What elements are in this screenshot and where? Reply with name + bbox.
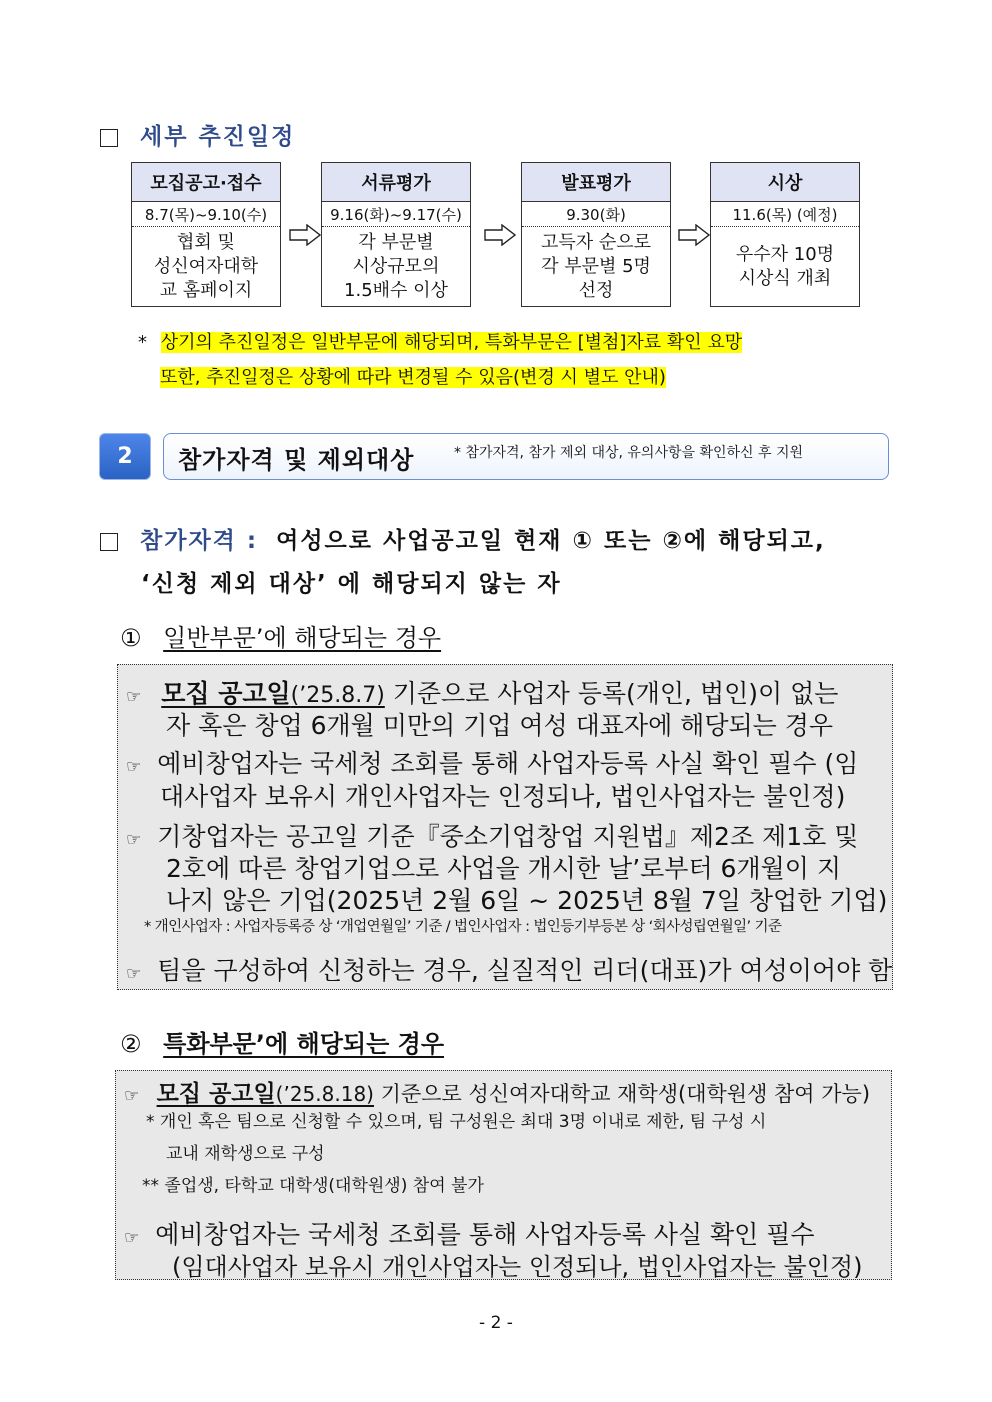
bullet-footnote: * 개인사업자 : 사업자등록증 상 ‘개업연월일’ 기준 / 법인사업자 : 법인등기부등본 상 ‘회사성립연월일’ 기준 xyxy=(144,919,782,935)
step-desc xyxy=(711,227,859,307)
circled-number: ② xyxy=(120,1030,142,1058)
checkbox-square-icon xyxy=(100,533,118,551)
step-desc-line: 1.5배수 이상 xyxy=(344,280,448,301)
step-header: 모집공고·접수 xyxy=(132,163,280,202)
step-header: 발표평가 xyxy=(522,163,670,202)
qualification-text-2: ‘신청 제외 대상’ 에 해당되지 않는 자 xyxy=(141,571,562,597)
step-desc-line: 우수자 10명 xyxy=(735,244,835,265)
bullet-item xyxy=(126,744,858,780)
step-desc-line: 각 부문별 xyxy=(358,232,434,253)
bullet-text-continued: 대사업자 보유시 개인사업자는 인정되나, 법인사업자는 불인정) xyxy=(160,782,846,811)
schedule-note xyxy=(138,327,742,358)
qualification-label: 참가자격 : xyxy=(140,528,259,554)
bullet-text: 기준으로 성신여자대학교 재학생(대학원생 참여 가능) xyxy=(373,1082,871,1106)
step-date: 11.6(목) (예정) xyxy=(711,202,859,227)
bullet-item xyxy=(126,817,858,853)
schedule-step-document-review xyxy=(321,162,471,307)
step-date: 8.7(목)~9.10(수) xyxy=(132,202,280,227)
step-desc xyxy=(522,227,670,307)
schedule-note-2 xyxy=(160,362,666,393)
step-date: 9.16(화)~9.17(수) xyxy=(322,202,470,227)
bullet-text-continued: 자 혹은 창업 6개월 미만의 기업 여성 대표자에 해당되는 경우 xyxy=(166,711,834,740)
qualification-text: 여성으로 사업공고일 현재 ① 또는 ②에 해당되고, xyxy=(276,528,826,554)
pointing-hand-icon: ☞ xyxy=(126,830,142,850)
schedule-step-presentation xyxy=(521,162,671,307)
step-desc-line: 시상규모의 xyxy=(352,256,440,277)
general-heading-text: 일반부문’에 해당되는 경우 xyxy=(163,624,442,652)
schedule-step-award xyxy=(710,162,860,307)
section-schedule-header xyxy=(100,118,295,151)
bullet-item xyxy=(124,1215,815,1251)
step-desc-line: 협회 및 xyxy=(177,232,235,253)
bullet-emphasis: 모집 공고일 xyxy=(156,1081,276,1107)
section-banner xyxy=(163,433,889,480)
bullet-date: (’25.8.18) xyxy=(275,1082,374,1106)
qualification-heading xyxy=(100,522,826,555)
schedule-step-recruit xyxy=(131,162,281,307)
step-date: 9.30(화) xyxy=(522,202,670,227)
pointing-hand-icon: ☞ xyxy=(126,687,142,707)
special-category-heading xyxy=(120,1024,444,1059)
bullet-footnote: * 개인 혹은 팀으로 신청할 수 있으며, 팀 구성원은 최대 3명 이내로 제한, 팀 구성 시 xyxy=(146,1112,767,1132)
checkbox-square-icon xyxy=(100,129,118,147)
special-requirements-box xyxy=(115,1070,892,1280)
bullet-item xyxy=(126,951,892,987)
bullet-text: 팀을 구성하여 신청하는 경우, 실질적인 리더(대표)가 여성이어야 함 xyxy=(157,956,893,985)
step-header: 서류평가 xyxy=(322,163,470,202)
right-arrow-icon xyxy=(484,224,516,246)
step-desc-line: 교 홈페이지 xyxy=(159,280,253,301)
bullet-item xyxy=(124,1075,870,1108)
special-heading-text: 특화부문’에 해당되는 경우 xyxy=(163,1030,445,1058)
pointing-hand-icon: ☞ xyxy=(124,1228,140,1248)
bullet-text-continued: 2호에 따른 창업기업으로 사업을 개시한 날’로부터 6개월이 지 xyxy=(166,854,841,883)
step-desc xyxy=(322,227,470,307)
pointing-hand-icon: ☞ xyxy=(126,964,142,984)
right-arrow-icon xyxy=(289,224,321,246)
step-desc-line: 시상식 개최 xyxy=(738,268,832,289)
note-line: 상기의 추진일정은 일반부문에 해당되며, 특화부문은 [별첨]자료 확인 요망 xyxy=(160,332,743,353)
section-number-badge: 2 xyxy=(99,433,151,480)
bullet-text-continued: 나지 않은 기업(2025년 2월 6일 ~ 2025년 8월 7일 창업한 기업) xyxy=(166,886,888,915)
circled-number: ① xyxy=(120,624,142,652)
bullet-item xyxy=(126,674,838,710)
step-desc xyxy=(132,227,280,307)
right-arrow-icon xyxy=(678,224,710,246)
general-category-heading xyxy=(120,618,441,653)
section-banner-subtitle: * 참가자격, 참가 제외 대상, 유의사항을 확인하신 후 지원 xyxy=(454,445,804,461)
general-requirements-box xyxy=(117,664,893,990)
step-desc-line: 성신여자대학 xyxy=(153,256,259,277)
step-desc-line: 선정 xyxy=(578,280,614,301)
bullet-text: 예비창업자는 국세청 조회를 통해 사업자등록 사실 확인 필수 xyxy=(155,1220,815,1249)
note-asterisk: * xyxy=(138,332,147,353)
bullet-emphasis: 모집 공고일 xyxy=(161,679,291,708)
bullet-text: 예비창업자는 국세청 조회를 통해 사업자등록 사실 확인 필수 (임 xyxy=(157,749,859,778)
bullet-footnote: ** 졸업생, 타학교 대학생(대학원생) 참여 불가 xyxy=(142,1176,484,1196)
bullet-text: 기준으로 사업자 등록(개인, 법인)이 없는 xyxy=(384,679,839,708)
step-desc-line: 고득자 순으로 xyxy=(540,232,652,253)
page-number: - 2 - xyxy=(479,1313,513,1333)
pointing-hand-icon: ☞ xyxy=(126,757,142,777)
bullet-text-continued: (임대사업자 보유시 개인사업자는 인정되나, 법인사업자는 불인정) xyxy=(172,1253,863,1281)
note-line: 또한, 추진일정은 상황에 따라 변경될 수 있음(변경 시 별도 안내) xyxy=(160,367,666,388)
bullet-text: 기창업자는 공고일 기준『중소기업창업 지원법』제2조 제1호 및 xyxy=(157,822,859,851)
bullet-date: (’25.8.7) xyxy=(290,683,385,708)
section-title: 세부 추진일정 xyxy=(140,124,296,150)
section-banner-title: 참가자격 및 제외대상 xyxy=(178,446,415,474)
step-header: 시상 xyxy=(711,163,859,202)
step-desc-line: 각 부문별 5명 xyxy=(541,256,651,277)
pointing-hand-icon: ☞ xyxy=(124,1086,140,1106)
bullet-footnote: 교내 재학생으로 구성 xyxy=(166,1144,325,1164)
